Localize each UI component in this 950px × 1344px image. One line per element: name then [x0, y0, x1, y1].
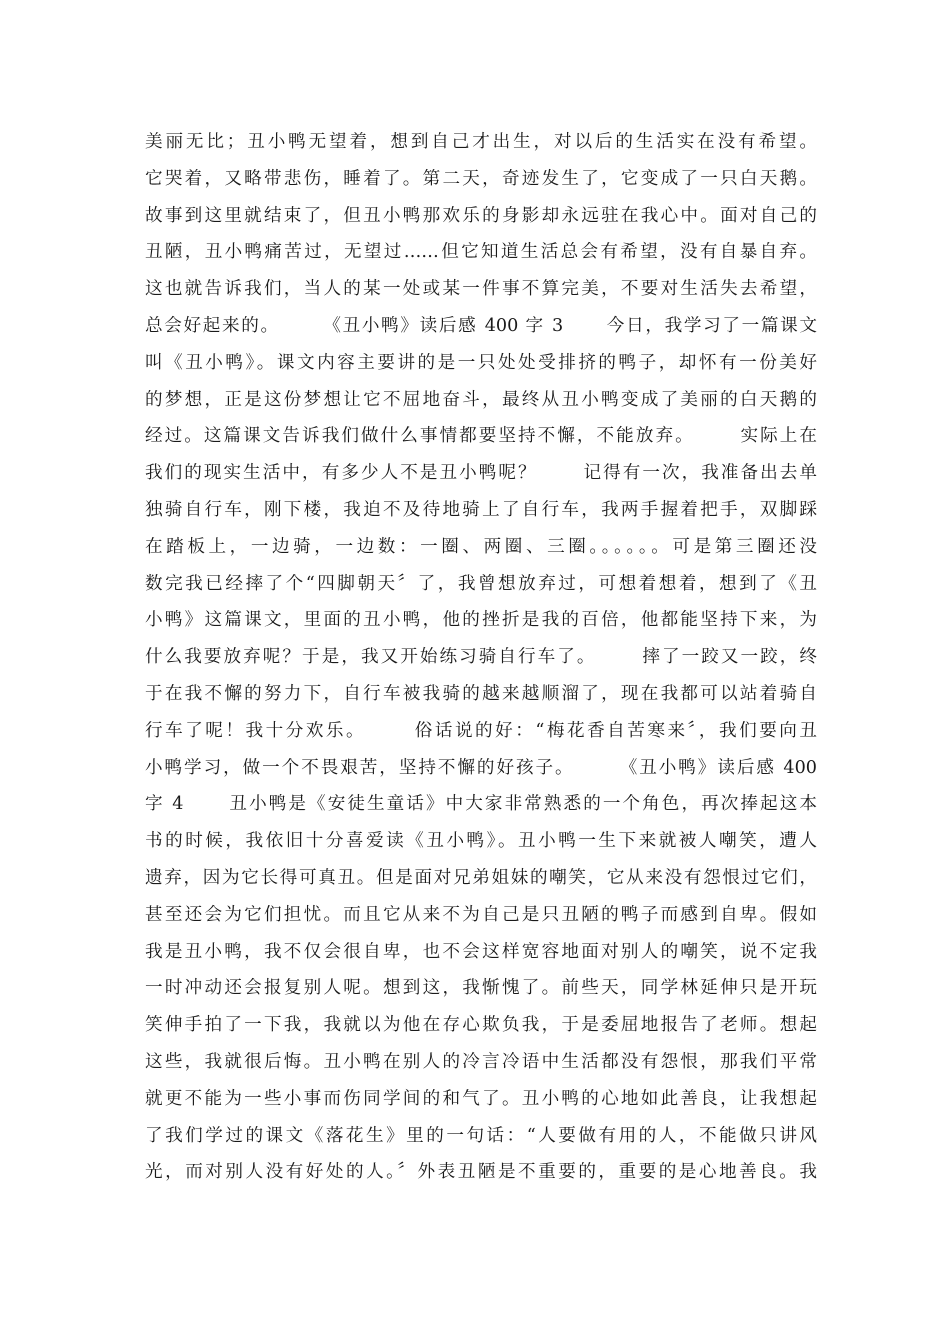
- text-line: 故事到这里就结束了，但丑小鸭那欢乐的身影却永远驻在我心中。面对自己的: [145, 205, 817, 226]
- text-line: 数完我已经摔了个“四脚朝天〞了，我曾想放弃过，可想着想着，想到了《丑: [145, 573, 817, 594]
- text-line: 笑伸手拍了一下我，我就以为他在存心欺负我，于是委屈地报告了老师。想起: [145, 1015, 817, 1036]
- text-line: 它哭着，又略带悲伤，睡着了。第二天，奇迹发生了，它变成了一只白天鹅。: [145, 168, 817, 189]
- text-line: 行车了呢！我十分欢乐。 俗话说的好：“梅花香自苦寒来〞，我们要向丑: [145, 720, 817, 741]
- text-line: 光，而对别人没有好处的人。〞外表丑陋是不重要的，重要的是心地善良。我: [145, 1162, 817, 1183]
- text-line: 经过。这篇课文告诉我们做什么事情都要坚持不懈，不能放弃。 实际上在: [145, 426, 817, 447]
- text-line: 甚至还会为它们担忧。而且它从来不为自己是只丑陋的鸭子而感到自卑。假如: [145, 904, 817, 925]
- text-line: 我是丑小鸭，我不仅会很自卑，也不会这样宽容地面对别人的嘲笑，说不定我: [145, 941, 817, 962]
- text-line: 这些，我就很后悔。丑小鸭在别人的冷言冷语中生活都没有怨恨，那我们平常: [145, 1051, 817, 1072]
- text-line: 美丽无比；丑小鸭无望着，想到自己才出生，对以后的生活实在没有希望。: [145, 132, 817, 152]
- text-line: 的梦想，正是这份梦想让它不屈地奋斗，最终从丑小鸭变成了美丽的白天鹅的: [145, 389, 817, 410]
- text-line: 于在我不懈的努力下，自行车被我骑的越来越顺溜了，现在我都可以站着骑自: [145, 683, 817, 704]
- body-text: [145, 124, 817, 1191]
- text-line: 我们的现实生活中，有多少人不是丑小鸭呢？ 记得有一次，我准备出去单: [145, 463, 817, 484]
- text-line: 丑陋，丑小鸭痛苦过，无望过……但它知道生活总会有希望，没有自暴自弃。: [145, 242, 817, 263]
- text-line: 字 4 丑小鸭是《安徒生童话》中大家非常熟悉的一个角色，再次捧起这本: [145, 794, 817, 815]
- text-line: 独骑自行车，刚下楼，我迫不及待地骑上了自行车，我两手握着把手，双脚踩: [145, 499, 817, 520]
- text-line: 一时冲动还会报复别人呢。想到这，我惭愧了。前些天，同学林延伸只是开玩: [145, 978, 817, 999]
- text-line: 什么我要放弃呢？于是，我又开始练习骑自行车了。 摔了一跤又一跤，终: [145, 647, 817, 668]
- text-line: 在踏板上，一边骑，一边数：一圈、两圈、三圈。。。。。。可是第三圈还没: [145, 536, 817, 557]
- text-line: 小鸭》这篇课文，里面的丑小鸭，他的挫折是我的百倍，他都能坚持下来，为: [145, 610, 817, 631]
- text-line: 书的时候，我依旧十分喜爱读《丑小鸭》。丑小鸭一生下来就被人嘲笑，遭人: [145, 831, 817, 852]
- text-line: 遗弃，因为它长得可真丑。但是面对兄弟姐妹的嘲笑，它从来没有怨恨过它们，: [145, 867, 817, 888]
- text-line: 小鸭学习，做一个不畏艰苦，坚持不懈的好孩子。 《丑小鸭》读后感 400: [145, 757, 817, 778]
- text-line: 叫《丑小鸭》。课文内容主要讲的是一只处处受排挤的鸭子，却怀有一份美好: [145, 352, 817, 373]
- text-line: 就更不能为一些小事而伤同学间的和气了。丑小鸭的心地如此善良，让我想起: [145, 1088, 817, 1109]
- text-line: 了我们学过的课文《落花生》里的一句话：“人要做有用的人，不能做只讲风: [145, 1125, 817, 1146]
- text-line: 总会好起来的。 《丑小鸭》读后感 400 字 3 今日，我学习了一篇课文: [145, 315, 817, 336]
- text-line: 这也就告诉我们，当人的某一处或某一件事不算完美，不要对生活失去希望，: [145, 279, 817, 300]
